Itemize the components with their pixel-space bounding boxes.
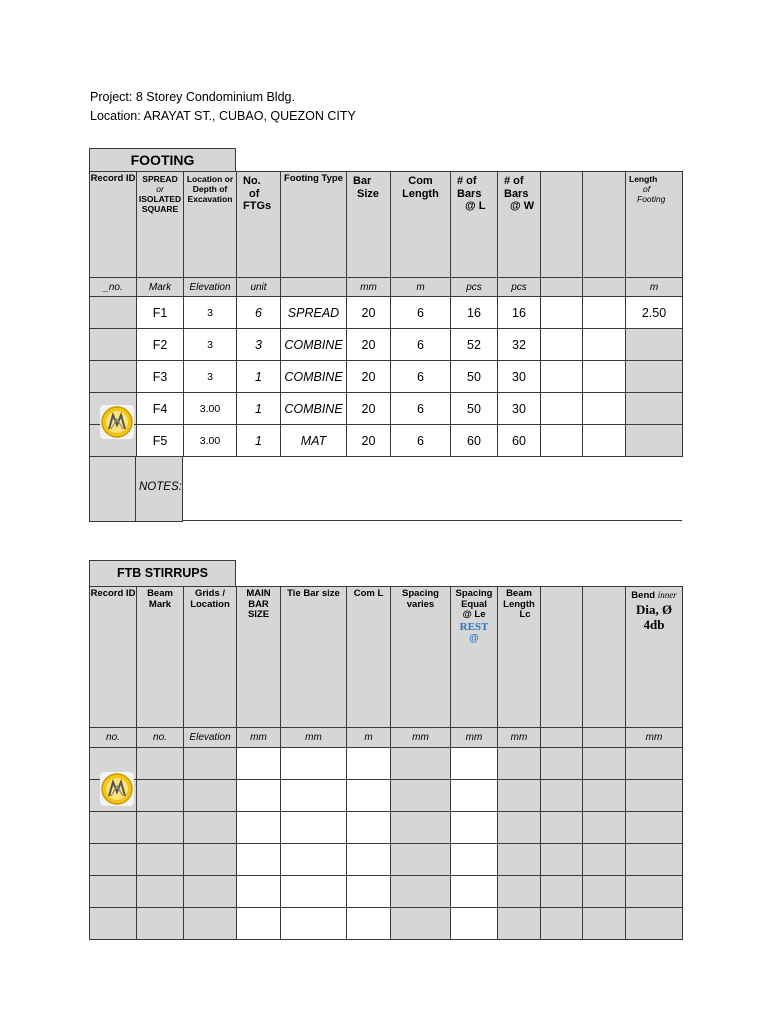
footing-units-row <box>90 278 683 297</box>
beam-mark-cell[interactable] <box>137 812 184 844</box>
bars-l-cell[interactable]: 50 <box>451 393 498 425</box>
col-beamlen-l1: Beam <box>506 588 532 599</box>
col-bend-dia <box>626 587 683 728</box>
length-cell <box>626 329 683 361</box>
table-row <box>90 780 683 812</box>
mark-cell[interactable]: F4 <box>137 393 184 425</box>
table-row <box>90 425 683 457</box>
col-barsw-l2: Bars <box>504 187 529 200</box>
spacing-equal-cell[interactable] <box>451 844 498 876</box>
com-l-cell[interactable] <box>347 876 391 908</box>
col-bars-w <box>498 172 541 278</box>
mark-cell[interactable]: F3 <box>137 361 184 393</box>
elevation-cell[interactable]: 3 <box>184 297 237 329</box>
blank-cell[interactable] <box>541 908 583 940</box>
bars-l-cell[interactable]: 52 <box>451 329 498 361</box>
record-id-cell <box>90 329 137 361</box>
spacing-varies-cell[interactable] <box>391 748 451 780</box>
bar-size-cell[interactable]: 20 <box>347 297 391 329</box>
tie-bar-cell[interactable] <box>281 908 347 940</box>
bar-size-cell[interactable]: 20 <box>347 361 391 393</box>
logo-icon <box>100 772 134 806</box>
tie-bar-cell[interactable] <box>281 844 347 876</box>
unit-cell <box>583 278 626 297</box>
grids-cell[interactable] <box>184 876 237 908</box>
beam-mark-cell[interactable] <box>137 748 184 780</box>
col-com-length <box>391 172 451 278</box>
stirrups-table <box>89 586 683 940</box>
blank-cell[interactable] <box>541 361 583 393</box>
elevation-cell[interactable]: 3.00 <box>184 425 237 457</box>
col-barsw-l1: # of <box>504 175 524 187</box>
col-blank-2 <box>583 172 626 278</box>
spacing-varies-cell[interactable] <box>391 876 451 908</box>
blank-cell[interactable] <box>583 393 626 425</box>
col-equal-l2: Equal <box>461 598 487 610</box>
beam-length-cell[interactable] <box>498 780 541 812</box>
stirrups-units-row <box>90 728 683 748</box>
com-l-cell[interactable] <box>347 748 391 780</box>
footing-type-cell[interactable]: MAT <box>281 425 347 457</box>
table-row <box>90 748 683 780</box>
length-cell[interactable]: 2.50 <box>626 297 683 329</box>
blank-cell[interactable] <box>583 425 626 457</box>
project-line: Project: 8 Storey Condominium Bldg. <box>90 90 295 104</box>
record-id-cell <box>90 812 137 844</box>
unit-cell: pcs <box>451 278 498 297</box>
record-id-cell <box>90 297 137 329</box>
footing-title: FOOTING <box>89 148 236 172</box>
beam-length-cell[interactable] <box>498 876 541 908</box>
blank-cell[interactable] <box>541 780 583 812</box>
table-row <box>90 844 683 876</box>
record-id-cell <box>90 876 137 908</box>
blank-cell[interactable] <box>541 876 583 908</box>
record-id-cell <box>90 361 137 393</box>
table-row <box>90 297 683 329</box>
footing-header-row <box>90 172 683 278</box>
record-id-cell <box>90 844 137 876</box>
blank-cell[interactable] <box>583 297 626 329</box>
tie-bar-cell[interactable] <box>281 780 347 812</box>
blank-cell[interactable] <box>583 844 626 876</box>
length-cell <box>626 393 683 425</box>
unit-cell: m <box>626 278 683 297</box>
col-footing-type: Footing Type <box>281 172 347 278</box>
beam-length-cell[interactable] <box>498 908 541 940</box>
bend-dia-cell[interactable] <box>626 780 683 812</box>
blank-cell[interactable] <box>541 329 583 361</box>
unit-cell <box>541 278 583 297</box>
spacing-equal-cell[interactable] <box>451 812 498 844</box>
blank-cell[interactable] <box>583 876 626 908</box>
col-blank-2 <box>583 587 626 728</box>
mark-cell[interactable]: F5 <box>137 425 184 457</box>
col-spread-l2: or <box>156 184 164 194</box>
unit-cell: no. <box>137 728 184 748</box>
record-id-cell <box>90 908 137 940</box>
blank-cell[interactable] <box>541 393 583 425</box>
col-equal-l1: Spacing <box>455 588 493 599</box>
col-spacing-equal <box>451 587 498 728</box>
col-bar-l1: Bar <box>353 175 372 187</box>
col-no-l2: of <box>249 187 260 200</box>
num-ftgs-cell[interactable]: 3 <box>237 329 281 361</box>
mark-cell[interactable]: F1 <box>137 297 184 329</box>
tie-bar-cell[interactable] <box>281 876 347 908</box>
stirrups-header-row <box>90 587 683 728</box>
bend-dia-cell[interactable] <box>626 812 683 844</box>
table-row <box>90 361 683 393</box>
col-spread-l1: SPREAD <box>142 174 178 184</box>
unit-cell <box>583 728 626 748</box>
footing-type-cell[interactable]: COMBINE <box>281 393 347 425</box>
unit-cell: unit <box>237 278 281 297</box>
unit-cell: Elevation <box>184 278 237 297</box>
elevation-cell[interactable]: 3 <box>184 361 237 393</box>
blank-cell[interactable] <box>583 361 626 393</box>
bend-dia-cell[interactable] <box>626 876 683 908</box>
bars-l-cell[interactable]: 16 <box>451 297 498 329</box>
com-l-cell[interactable] <box>347 908 391 940</box>
col-tie-bar: Tie Bar size <box>281 587 347 728</box>
col-bar-size <box>347 172 391 278</box>
bars-w-cell[interactable]: 30 <box>498 361 541 393</box>
unit-cell: mm <box>626 728 683 748</box>
col-blank-1 <box>541 587 583 728</box>
col-no-ftgs <box>237 172 281 278</box>
beam-mark-cell[interactable] <box>137 876 184 908</box>
unit-cell: m <box>347 728 391 748</box>
footing-type-cell[interactable]: COMBINE <box>281 361 347 393</box>
length-cell <box>626 361 683 393</box>
spacing-equal-cell[interactable] <box>451 748 498 780</box>
beam-mark-cell[interactable] <box>137 844 184 876</box>
col-bend-l1: Bend <box>631 590 656 601</box>
col-location: Location or Depth of Excavation <box>184 172 237 278</box>
col-bar-l2: Size <box>357 187 380 200</box>
com-length-cell[interactable]: 6 <box>391 361 451 393</box>
elevation-cell[interactable]: 3 <box>184 329 237 361</box>
blank-cell[interactable] <box>583 780 626 812</box>
tie-bar-cell[interactable] <box>281 812 347 844</box>
bars-w-cell[interactable]: 60 <box>498 425 541 457</box>
com-length-cell[interactable]: 6 <box>391 297 451 329</box>
col-len-l2: of <box>643 184 651 194</box>
col-main-bar: MAIN BAR SIZE <box>237 587 281 728</box>
length-cell <box>626 425 683 457</box>
col-spread <box>137 172 184 278</box>
com-length-cell[interactable]: 6 <box>391 425 451 457</box>
col-spread-l3: ISOLATED SQUARE <box>138 194 182 214</box>
col-beamlen-l2: Length <box>503 598 535 610</box>
grids-cell[interactable] <box>184 844 237 876</box>
num-ftgs-cell[interactable]: 1 <box>237 425 281 457</box>
beam-mark-cell[interactable] <box>137 780 184 812</box>
unit-cell: mm <box>451 728 498 748</box>
col-beam-mark: Beam Mark <box>137 587 184 728</box>
col-bend-l3: Dia, Ø <box>635 601 673 617</box>
blank-cell[interactable] <box>583 329 626 361</box>
unit-cell: mm <box>281 728 347 748</box>
num-ftgs-cell[interactable]: 6 <box>237 297 281 329</box>
unit-cell: mm <box>391 728 451 748</box>
table-row <box>90 329 683 361</box>
col-bend-l2: inner <box>657 590 677 600</box>
col-com-l1: Com <box>408 175 433 187</box>
beam-length-cell[interactable] <box>498 844 541 876</box>
footing-table <box>89 171 683 457</box>
com-l-cell[interactable] <box>347 812 391 844</box>
unit-cell: mm <box>347 278 391 297</box>
bars-l-cell[interactable]: 50 <box>451 361 498 393</box>
num-ftgs-cell[interactable]: 1 <box>237 393 281 425</box>
blank-cell[interactable] <box>541 812 583 844</box>
beam-length-cell[interactable] <box>498 748 541 780</box>
beam-mark-cell[interactable] <box>137 908 184 940</box>
notes-label: NOTES: <box>135 457 183 522</box>
spacing-varies-cell[interactable] <box>391 812 451 844</box>
bar-size-cell[interactable]: 20 <box>347 329 391 361</box>
col-bend-l4: 4db <box>643 616 665 632</box>
col-beamlen-l3: Lc <box>519 609 531 620</box>
bars-w-cell[interactable]: 16 <box>498 297 541 329</box>
beam-length-cell[interactable] <box>498 812 541 844</box>
col-grids-location: Grids / Location <box>184 587 237 728</box>
col-len-l3: Footing <box>637 194 666 204</box>
tie-bar-cell[interactable] <box>281 748 347 780</box>
spacing-varies-cell[interactable] <box>391 780 451 812</box>
bar-size-cell[interactable]: 20 <box>347 393 391 425</box>
com-l-cell[interactable] <box>347 844 391 876</box>
col-record-id: Record ID <box>90 172 137 278</box>
mark-cell[interactable]: F2 <box>137 329 184 361</box>
com-length-cell[interactable]: 6 <box>391 329 451 361</box>
blank-cell[interactable] <box>541 844 583 876</box>
col-barsl-l3: @ L <box>465 200 486 212</box>
grids-cell[interactable] <box>184 780 237 812</box>
grids-cell[interactable] <box>184 748 237 780</box>
table-row <box>90 908 683 940</box>
blank-cell[interactable] <box>583 908 626 940</box>
unit-cell: no. <box>90 728 137 748</box>
com-length-cell[interactable]: 6 <box>391 393 451 425</box>
table-row <box>90 812 683 844</box>
col-length-footing <box>626 172 683 278</box>
notes-rule <box>182 520 682 521</box>
spacing-equal-cell[interactable] <box>451 876 498 908</box>
col-spacing-varies: Spacing varies <box>391 587 451 728</box>
table-row <box>90 393 683 425</box>
bars-w-cell[interactable]: 32 <box>498 329 541 361</box>
main-bar-cell[interactable] <box>237 844 281 876</box>
blank-cell[interactable] <box>583 748 626 780</box>
grids-cell[interactable] <box>184 812 237 844</box>
main-bar-cell[interactable] <box>237 876 281 908</box>
bars-l-cell[interactable]: 60 <box>451 425 498 457</box>
main-bar-cell[interactable] <box>237 812 281 844</box>
unit-cell: mm <box>498 728 541 748</box>
grids-cell[interactable] <box>184 908 237 940</box>
blank-cell[interactable] <box>541 425 583 457</box>
spacing-varies-cell[interactable] <box>391 844 451 876</box>
bend-dia-cell[interactable] <box>626 748 683 780</box>
col-barsl-l2: Bars <box>457 187 482 200</box>
unit-cell: pcs <box>498 278 541 297</box>
blank-cell[interactable] <box>541 748 583 780</box>
col-com-l: Com L <box>347 587 391 728</box>
col-com-l2: Length <box>402 187 439 200</box>
unit-cell: Mark <box>137 278 184 297</box>
elevation-cell[interactable]: 3.00 <box>184 393 237 425</box>
col-equal-l5: @ <box>469 632 479 644</box>
col-record-id: Record ID <box>90 587 137 728</box>
num-ftgs-cell[interactable]: 1 <box>237 361 281 393</box>
spacing-equal-cell[interactable] <box>451 780 498 812</box>
com-l-cell[interactable] <box>347 780 391 812</box>
col-blank-1 <box>541 172 583 278</box>
col-equal-l4: REST <box>459 620 489 633</box>
unit-cell <box>281 278 347 297</box>
unit-cell: _no. <box>90 278 137 297</box>
col-barsl-l1: # of <box>457 175 477 187</box>
footing-type-cell[interactable]: SPREAD <box>281 297 347 329</box>
bar-size-cell[interactable]: 20 <box>347 425 391 457</box>
blank-cell[interactable] <box>541 297 583 329</box>
spacing-varies-cell[interactable] <box>391 908 451 940</box>
spacing-equal-cell[interactable] <box>451 908 498 940</box>
unit-cell: mm <box>237 728 281 748</box>
notes-record-cell <box>89 457 136 522</box>
col-bars-l <box>451 172 498 278</box>
bend-dia-cell[interactable] <box>626 844 683 876</box>
table-row <box>90 876 683 908</box>
col-barsw-l3: @ W <box>510 200 535 212</box>
unit-cell: m <box>391 278 451 297</box>
col-beam-length <box>498 587 541 728</box>
main-bar-cell[interactable] <box>237 748 281 780</box>
location-line: Location: ARAYAT ST., CUBAO, QUEZON CITY <box>90 109 356 123</box>
main-bar-cell[interactable] <box>237 908 281 940</box>
footing-type-cell[interactable]: COMBINE <box>281 329 347 361</box>
stirrups-title: FTB STIRRUPS <box>89 560 236 587</box>
bars-w-cell[interactable]: 30 <box>498 393 541 425</box>
blank-cell[interactable] <box>583 812 626 844</box>
col-no-l3: FTGs <box>243 200 272 212</box>
col-no-l1: No. <box>243 175 261 187</box>
unit-cell: Elevation <box>184 728 237 748</box>
main-bar-cell[interactable] <box>237 780 281 812</box>
bend-dia-cell[interactable] <box>626 908 683 940</box>
col-equal-l3: @ Le <box>462 609 486 620</box>
unit-cell <box>541 728 583 748</box>
col-len-l1: Length <box>629 174 658 184</box>
logo-icon <box>100 405 134 439</box>
